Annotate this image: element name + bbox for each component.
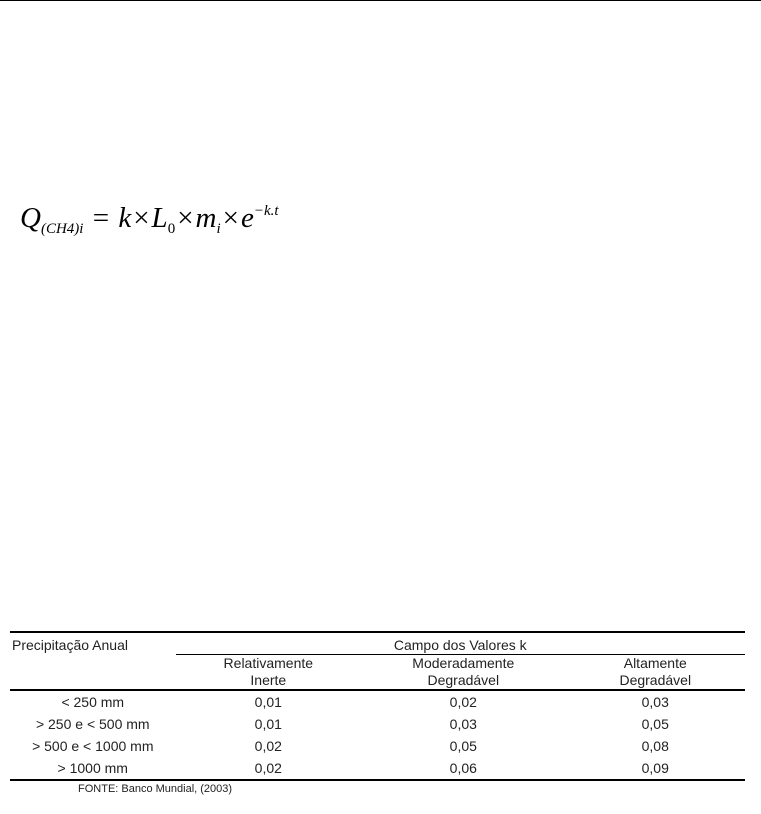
formula-e-exponent: −k.t <box>253 203 279 219</box>
top-rule <box>0 0 761 1</box>
header-precipitation: Precipitação Anual <box>10 632 176 655</box>
subheader-line: Relativamente <box>223 655 314 671</box>
methane-generation-formula <box>20 188 279 248</box>
formula-times-2: × <box>177 202 194 234</box>
cell-precipitation: > 500 e < 1000 mm <box>32 738 154 754</box>
formula-l: L <box>151 202 168 234</box>
formula-m-subscript: i <box>216 221 221 237</box>
cell-k-moderate: 0,02 <box>449 694 477 710</box>
cell-k-high: 0,05 <box>641 716 669 732</box>
formula-times-3: × <box>222 202 240 234</box>
subheader-line: Altamente <box>623 655 687 671</box>
subheader-moderately-degradable <box>361 655 565 691</box>
header-k-values-group: Campo dos Valores k <box>176 632 745 655</box>
table-row <box>10 735 745 757</box>
cell-k-inert: 0,02 <box>254 738 282 754</box>
cell-k-moderate: 0,03 <box>449 716 477 732</box>
formula-k: k <box>118 202 132 234</box>
k-values-table <box>10 631 745 781</box>
subheader-blank <box>10 655 176 691</box>
cell-k-high: 0,09 <box>566 757 745 780</box>
table-row <box>10 757 745 780</box>
formula-m: m <box>195 202 217 234</box>
formula-q: Q <box>20 202 41 234</box>
formula-equals: = <box>92 202 110 234</box>
formula-e: e <box>241 202 254 234</box>
cell-k-high: 0,08 <box>641 738 669 754</box>
formula-times-1: × <box>133 202 150 234</box>
subheader-line: Degradável <box>619 672 692 688</box>
subheader-highly-degradable <box>566 655 745 691</box>
subheader-line: Degradável <box>427 672 500 688</box>
cell-k-inert: 0,01 <box>254 716 282 732</box>
subheader-line: Moderadamente <box>412 655 515 671</box>
formula-l-subscript: 0 <box>167 221 176 237</box>
table-row <box>10 713 745 735</box>
cell-precipitation: > 1000 mm <box>10 757 176 780</box>
table-header-row <box>10 632 745 655</box>
table-subheader-row <box>10 655 745 691</box>
cell-k-high: 0,03 <box>641 694 669 710</box>
formula-q-subscript: (CH4)i <box>40 221 84 237</box>
subheader-relatively-inert <box>176 655 362 691</box>
cell-precipitation: < 250 mm <box>61 694 125 710</box>
cell-k-moderate: 0,06 <box>361 757 565 780</box>
table-row <box>10 690 745 713</box>
cell-precipitation: > 250 e < 500 mm <box>35 716 150 732</box>
cell-k-inert: 0,01 <box>254 694 282 710</box>
subheader-line: Inerte <box>250 672 287 688</box>
cell-k-inert: 0,02 <box>176 757 362 780</box>
cell-k-moderate: 0,05 <box>449 738 477 754</box>
k-values-table-container <box>10 631 745 796</box>
table-source: FONTE: Banco Mundial, (2003) <box>78 783 233 795</box>
